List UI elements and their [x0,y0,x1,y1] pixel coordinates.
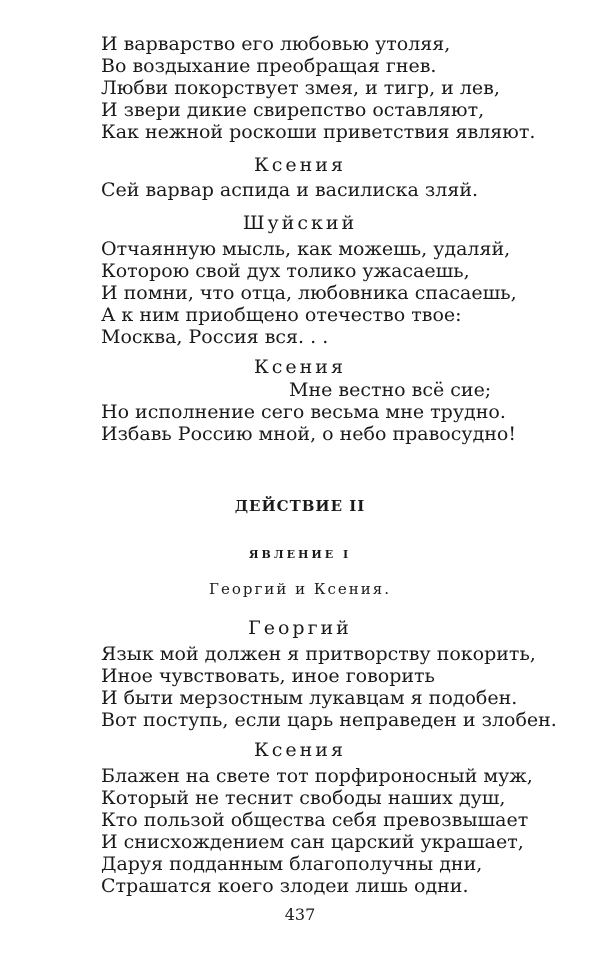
verse-line: Сей варвар аспида и василиска зляй. [101,179,479,201]
speaker-name: Ксения [254,356,346,378]
verse-line: Кто пользой общества себя превозвышает [101,809,529,831]
verse-line: И варварство его любовью утоляя, [101,33,451,55]
verse-line: А к ним приобщено отечество твое: [101,304,462,326]
verse-line: Который не теснит свободы наших душ, [101,787,506,809]
verse-line: И помни, что отца, любовника спасаешь, [101,282,517,304]
verse-line: Москва, Россия вся. . . [101,326,329,348]
verse-line: Которою свой дух толико ужасаешь, [101,260,470,282]
verse-line: Вот поступь, если царь неправеден и злобен. [101,709,557,731]
speaker-name: Георгий [248,617,352,639]
verse-line-indented: Мне вестно всё сие; [289,379,492,401]
verse-line: Во воздыхание преобращая гнев. [101,55,437,77]
verse-line: Язык мой должен я притворству покорить, [101,643,536,665]
page-number: 437 [284,905,316,924]
scene-title: ЯВЛЕНИЕ I [248,548,352,561]
verse-line: Блажен на свете тот порфироносный муж, [101,765,533,787]
verse-line: Любви покорствует змея, и тигр, и лев, [101,77,500,99]
speaker-name: Ксения [254,739,346,761]
speaker-name: Ксения [254,154,346,176]
verse-line: Отчаянную мысль, как можешь, удаляй, [101,238,511,260]
stage-direction: Георгий и Ксения. [209,580,391,598]
verse-line: И быти мерзостным лукавцам я подобен. [101,687,518,709]
verse-line: Иное чувствовать, иное говорить [101,665,435,687]
verse-line: Но исполнение сего весьма мне трудно. [101,401,506,423]
verse-line: И снисхождением сан царский украшает, [101,831,524,853]
verse-line: Даруя подданным благополучны дни, [101,853,483,875]
verse-line: Как нежной роскоши приветствия являют. [101,121,536,143]
verse-line: И звери дикие свирепство оставляют, [101,99,485,121]
act-title: ДЕЙСТВИЕ II [234,497,366,515]
speaker-name: Шуйский [242,212,358,234]
verse-line: Избавь Россию мной, о небо правосудно! [101,423,517,445]
verse-line: Страшатся коего злодеи лишь одни. [101,875,469,897]
